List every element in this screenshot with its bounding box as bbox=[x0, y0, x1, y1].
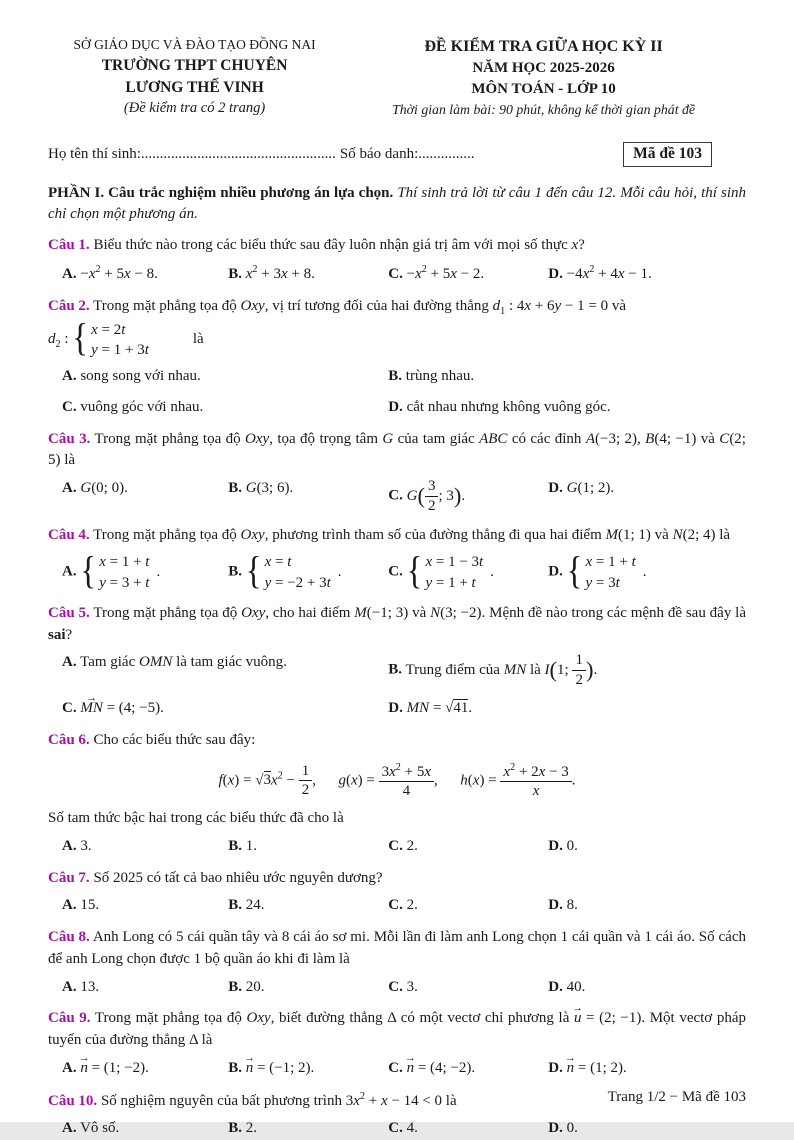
answer-option-label: D. bbox=[548, 266, 563, 283]
answer-option bbox=[388, 836, 548, 858]
answer-option-text: { x = 1 + t y = 3 + t . bbox=[80, 550, 161, 594]
answer-option-text: 0. bbox=[566, 837, 578, 854]
answer-options bbox=[48, 366, 746, 419]
answer-option-label: A. bbox=[62, 564, 77, 581]
answer-option-label: A. bbox=[62, 1120, 77, 1137]
question bbox=[48, 1008, 746, 1079]
answer-option-text: → n = (4; −2). bbox=[407, 1060, 476, 1076]
candidate-number-dots: ............... bbox=[418, 145, 475, 162]
answer-option-label: A. bbox=[62, 654, 77, 671]
answer-option bbox=[62, 1058, 228, 1080]
answer-option-text: 3. bbox=[80, 837, 92, 854]
answer-option bbox=[548, 977, 746, 999]
answer-option bbox=[62, 366, 388, 388]
school-name-line2: LƯƠNG THẾ VINH bbox=[125, 78, 264, 96]
department-name: SỞ GIÁO DỤC VÀ ĐÀO TẠO ĐỒNG NAI bbox=[73, 37, 316, 52]
answer-option bbox=[388, 478, 548, 515]
question-text: Trong mặt phẳng tọa độ Oxy, tọa độ trọng tâm G của tam giác ABC có các đỉnh A(−3; 2), B(4; −1) và C(2; 5) là bbox=[48, 430, 746, 469]
answer-option-text: Vô số. bbox=[80, 1120, 120, 1137]
part1-heading-italic: Thí sinh trả lời từ câu 1 đến câu 12. Mỗi câu hỏi, thí sinh chỉ chọn một phương án. bbox=[48, 184, 746, 222]
answer-option bbox=[228, 263, 388, 286]
answer-option-text: $-x^2 + 5x - 2$. bbox=[406, 264, 485, 283]
answer-option-text: 4. bbox=[406, 1120, 418, 1137]
answer-option-text: → n = (−1; 2). bbox=[246, 1060, 315, 1076]
question-text: Trong mặt phẳng tọa độ Oxy, cho hai điểm M(−1; 3) và N(3; −2). Mệnh đề nào trong các mệnh đề sau đây là sai? bbox=[48, 604, 746, 643]
page-footer: Trang 1/2 − Mã đề 103 bbox=[607, 1089, 746, 1105]
answer-option bbox=[228, 895, 388, 917]
answer-option bbox=[62, 263, 228, 286]
part1-heading bbox=[48, 183, 746, 226]
candidate-name-dots: .................................................... bbox=[140, 145, 336, 162]
question-body bbox=[48, 603, 746, 647]
answer-option-label: B. bbox=[228, 480, 242, 497]
answer-option-label: C. bbox=[388, 564, 403, 581]
answer-option-text: → n = (1; −2). bbox=[80, 1060, 149, 1076]
question-body bbox=[48, 235, 746, 257]
school-name-line1: TRƯỜNG THPT CHUYÊN bbox=[101, 56, 288, 74]
question-body bbox=[48, 927, 746, 971]
answer-option bbox=[388, 366, 746, 388]
answer-option-label: C. bbox=[388, 978, 403, 995]
answer-option-label: D. bbox=[548, 837, 563, 854]
answer-option bbox=[62, 478, 228, 515]
answer-option-text: trùng nhau. bbox=[405, 368, 475, 385]
question-text: Cho các biểu thức sau đây: bbox=[93, 731, 256, 748]
answer-options bbox=[48, 652, 746, 719]
answer-option-label: C. bbox=[388, 837, 403, 854]
answer-option bbox=[388, 895, 548, 917]
answer-option-label: D. bbox=[548, 978, 563, 995]
answer-option bbox=[388, 552, 548, 593]
answer-option-text: { x = t y = −2 + 3t . bbox=[245, 550, 342, 594]
answer-options bbox=[48, 1118, 746, 1140]
question-text: Biểu thức nào trong các biểu thức sau đây luôn nhận giá trị âm với mọi số thực x? bbox=[93, 237, 585, 254]
answer-option bbox=[388, 1118, 548, 1140]
answer-option-text: 0. bbox=[566, 1120, 578, 1137]
answer-option-label: B. bbox=[388, 662, 403, 679]
answer-option-text: G(0; 0). bbox=[80, 480, 128, 497]
answer-option bbox=[62, 1118, 228, 1140]
answer-option-text: song song với nhau. bbox=[80, 368, 201, 385]
candidate-name-label: Họ tên thí sinh: bbox=[48, 145, 141, 162]
answer-option bbox=[62, 698, 388, 720]
answer-option-text: 13. bbox=[80, 978, 100, 995]
answer-option-text: $x^2 + 3x + 8$. bbox=[245, 264, 315, 283]
answer-option bbox=[548, 836, 746, 858]
answer-option-label: C. bbox=[388, 266, 403, 283]
answer-option-text: G( $\frac{3}{2}$ ; 3). bbox=[406, 478, 466, 514]
answer-option-label: C. bbox=[62, 398, 77, 415]
answer-option-label: A. bbox=[62, 368, 77, 385]
answer-option-label: B. bbox=[388, 368, 403, 385]
answer-option bbox=[388, 1058, 548, 1080]
answer-option bbox=[62, 652, 388, 689]
question-body bbox=[48, 296, 746, 360]
answer-options bbox=[48, 478, 746, 515]
question-text: Số 2025 có tất cả bao nhiêu ước nguyên dương? bbox=[93, 869, 383, 886]
answer-option-label: D. bbox=[388, 398, 403, 415]
answer-option-text: G(3; 6). bbox=[245, 480, 294, 497]
answer-option bbox=[548, 1118, 746, 1140]
answer-option-label: B. bbox=[228, 837, 242, 854]
question bbox=[48, 235, 746, 286]
questions-list bbox=[48, 235, 746, 1140]
answer-options bbox=[48, 977, 746, 999]
question-body bbox=[48, 868, 746, 890]
answer-option bbox=[62, 895, 228, 917]
answer-option-text: { x = 1 + t y = 3t . bbox=[566, 550, 647, 594]
answer-option-label: B. bbox=[228, 564, 242, 581]
answer-option-text: → n = (1; 2). bbox=[567, 1060, 627, 1076]
answer-option-label: A. bbox=[62, 837, 77, 854]
answer-options bbox=[48, 836, 746, 858]
answer-option-label: D. bbox=[388, 700, 403, 717]
question bbox=[48, 525, 746, 593]
answer-option bbox=[62, 397, 388, 419]
answer-options bbox=[48, 263, 746, 286]
subject-grade: MÔN TOÁN - LỚP 10 bbox=[471, 81, 616, 98]
answer-option bbox=[548, 1058, 746, 1080]
question bbox=[48, 429, 746, 515]
answer-option-text: Tam giác OMN là tam giác vuông. bbox=[80, 654, 287, 671]
answer-option-text: 2. bbox=[406, 837, 418, 854]
answer-option bbox=[548, 552, 746, 593]
answer-option bbox=[62, 552, 228, 593]
answer-option bbox=[228, 977, 388, 999]
answer-option-text: Trung điểm của MN là I(1; $\frac{1}{2}$ ). bbox=[405, 652, 598, 689]
question-number: Câu 1. bbox=[48, 237, 90, 254]
question-number: Câu 9. bbox=[48, 1010, 91, 1027]
question-number: Câu 3. bbox=[48, 430, 91, 447]
question-display-math: $f(x) = √3x^2$ − $\frac{1}{2}$ , g(x) = $\frac{3x^2 + 5x}{4}$ , h(x) = $\frac{x^2 + 2x - 3}{x}$ . bbox=[218, 761, 576, 800]
question bbox=[48, 296, 746, 419]
answer-option-text: 2. bbox=[406, 897, 418, 914]
answer-option-label: B. bbox=[228, 1120, 242, 1137]
answer-option-text: 40. bbox=[566, 978, 586, 995]
exam-title: ĐỀ KIỂM TRA GIỮA HỌC KỲ II bbox=[424, 38, 663, 55]
question-number: Câu 4. bbox=[48, 526, 90, 543]
question-text-after: Số tam thức bậc hai trong các biểu thức đã cho là bbox=[48, 810, 344, 827]
answer-option bbox=[388, 698, 746, 720]
answer-option-label: A. bbox=[62, 480, 77, 497]
candidate-number-label: Số báo danh: bbox=[339, 145, 419, 162]
question-number: Câu 7. bbox=[48, 869, 90, 886]
answer-option-label: A. bbox=[62, 897, 77, 914]
answer-option bbox=[388, 263, 548, 286]
question bbox=[48, 868, 746, 918]
answer-option-label: C. bbox=[388, 1120, 403, 1137]
answer-option-text: cắt nhau nhưng không vuông góc. bbox=[406, 398, 611, 415]
answer-option-text: 20. bbox=[245, 978, 265, 995]
question bbox=[48, 927, 746, 998]
question-number: Câu 10. bbox=[48, 1092, 98, 1109]
answer-options bbox=[48, 552, 746, 593]
question-number: Câu 5. bbox=[48, 604, 90, 621]
answer-option-text: 24. bbox=[245, 897, 265, 914]
answer-option-label: C. bbox=[388, 487, 403, 504]
answer-option-text: 15. bbox=[80, 897, 100, 914]
answer-option-label: C. bbox=[62, 700, 77, 717]
answer-option-label: B. bbox=[228, 897, 242, 914]
answer-option bbox=[228, 1118, 388, 1140]
exam-header bbox=[48, 36, 746, 120]
answer-options bbox=[48, 1058, 746, 1080]
answer-option bbox=[62, 977, 228, 999]
question-text: Trong mặt phẳng tọa độ Oxy, vị trí tương đối của hai đường thẳng $d_1$ : 4x + 6y − 1 = 0 và $d_2$ : { x = 2t y = 1 + 3t là bbox=[48, 297, 627, 361]
question-body bbox=[48, 429, 746, 473]
answer-option-text: MN = √41. bbox=[406, 700, 473, 717]
answer-option bbox=[388, 977, 548, 999]
answer-option bbox=[228, 478, 388, 515]
answer-option-text: 8. bbox=[566, 897, 578, 914]
page-count-note: (Đề kiểm tra có 2 trang) bbox=[123, 100, 266, 117]
answer-option-label: B. bbox=[228, 266, 242, 283]
question-body bbox=[48, 730, 746, 752]
answer-option-label: A. bbox=[62, 978, 77, 995]
candidate-row bbox=[48, 142, 746, 167]
answer-option bbox=[548, 478, 746, 515]
answer-option-label: C. bbox=[388, 1059, 403, 1076]
question bbox=[48, 730, 746, 858]
answer-option-label: D. bbox=[548, 564, 563, 581]
answer-option-text: 3. bbox=[406, 978, 418, 995]
question-text: Trong mặt phẳng tọa độ Oxy, phương trình tham số của đường thẳng đi qua hai điểm M(1; 1) và N(2; 4) là bbox=[93, 526, 731, 543]
answer-option-text: 2. bbox=[245, 1120, 257, 1137]
answer-option-label: B. bbox=[228, 978, 242, 995]
question-text: Anh Long có 5 cái quần tây và 8 cái áo sơ mi. Mỗi lần đi làm anh Long chọn 1 cái quần và 1 cái áo. Số cách để anh Long chọn được 1 bộ quần áo khi đi làm là bbox=[48, 929, 746, 967]
answer-option-label: A. bbox=[62, 266, 77, 283]
question-text: Số nghiệm nguyên của bất phương trình $3x^2 + x - 14 < 0$ là bbox=[100, 1090, 457, 1109]
question-body bbox=[48, 525, 746, 547]
answer-option bbox=[548, 895, 746, 917]
question-number: Câu 2. bbox=[48, 297, 90, 314]
part1-heading-bold: PHẦN I. Câu trắc nghiệm nhiều phương án lựa chọn. bbox=[48, 184, 394, 201]
question-number: Câu 6. bbox=[48, 731, 90, 748]
duration-note: Thời gian làm bài: 90 phút, không kể thời gian phát đề bbox=[392, 102, 696, 118]
answer-option bbox=[548, 263, 746, 286]
exam-code-box: Mã đề 103 bbox=[623, 142, 712, 167]
answer-option-text: { x = 1 − 3t y = 1 + t . bbox=[406, 550, 494, 594]
answer-option bbox=[388, 652, 746, 689]
answer-option-text: G(1; 2). bbox=[566, 480, 615, 497]
answer-option-label: D. bbox=[548, 1120, 563, 1137]
question-body bbox=[48, 1008, 746, 1052]
answer-option-text: $-4x^2 + 4x - 1$. bbox=[566, 264, 652, 283]
question-text: Trong mặt phẳng tọa độ Oxy, biết đường thẳng Δ có một vectơ chỉ phương là → u = (2; −1). Một vectơ pháp tuyến của đường thẳng Δ là bbox=[48, 1010, 746, 1048]
question bbox=[48, 603, 746, 720]
exam-title-block bbox=[341, 36, 746, 120]
answer-options bbox=[48, 895, 746, 917]
question-number: Câu 8. bbox=[48, 929, 90, 946]
answer-option-label: D. bbox=[548, 897, 563, 914]
answer-option-label: D. bbox=[548, 1059, 563, 1076]
answer-option-label: A. bbox=[62, 1059, 77, 1076]
answer-option-label: C. bbox=[388, 897, 403, 914]
answer-option-label: B. bbox=[228, 1059, 242, 1076]
answer-option bbox=[228, 552, 388, 593]
answer-option bbox=[62, 836, 228, 858]
answer-option bbox=[388, 397, 746, 419]
answer-option-label: D. bbox=[548, 480, 563, 497]
answer-option bbox=[228, 1058, 388, 1080]
school-year: NĂM HỌC 2025-2026 bbox=[472, 60, 615, 77]
answer-option-text: $-x^2 + 5x - 8$. bbox=[80, 264, 158, 283]
answer-option bbox=[228, 836, 388, 858]
answer-option-text: vuông góc với nhau. bbox=[80, 398, 204, 415]
answer-option-text: 1. bbox=[245, 837, 257, 854]
answer-option-text: → MN = (4; −5). bbox=[80, 700, 164, 716]
school-block bbox=[48, 36, 341, 120]
